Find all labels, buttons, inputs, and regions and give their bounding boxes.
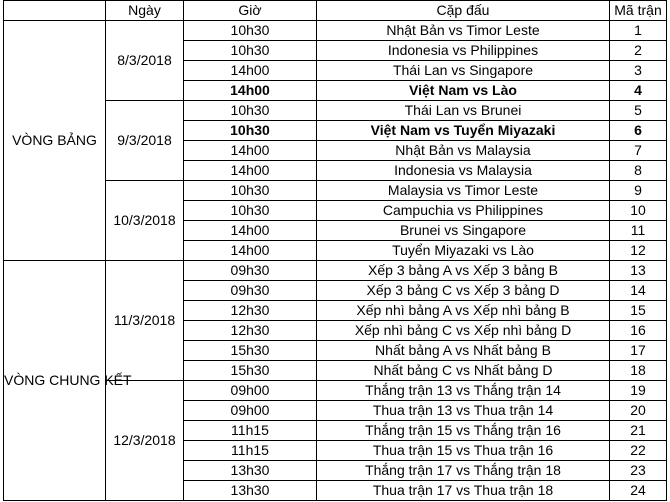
date-cell: 12/3/2018	[106, 381, 184, 501]
date-cell: 10/3/2018	[106, 181, 184, 261]
time-cell: 10h30	[184, 21, 317, 41]
match-number-cell: 4	[610, 81, 667, 101]
match-cell: Tuyển Miyazaki vs Lào	[317, 241, 610, 261]
match-number-cell: 24	[610, 481, 667, 501]
time-cell: 12h30	[184, 301, 317, 321]
match-schedule-table	[3, 0, 667, 501]
match-cell: Brunei vs Singapore	[317, 221, 610, 241]
match-cell: Việt Nam vs Tuyển Miyazaki	[317, 121, 610, 141]
match-number-cell: 1	[610, 21, 667, 41]
match-number-cell: 22	[610, 441, 667, 461]
time-cell: 12h30	[184, 321, 317, 341]
time-cell: 09h00	[184, 381, 317, 401]
table-row	[4, 261, 667, 281]
match-number-cell: 13	[610, 261, 667, 281]
match-number-cell: 3	[610, 61, 667, 81]
match-number-cell: 23	[610, 461, 667, 481]
match-number-cell: 18	[610, 361, 667, 381]
header-stage	[4, 1, 106, 21]
match-cell: Malaysia vs Timor Leste	[317, 181, 610, 201]
match-cell: Thái Lan vs Brunei	[317, 101, 610, 121]
match-cell: Xếp 3 bảng A vs Xếp 3 bảng B	[317, 261, 610, 281]
schedule-body	[4, 21, 667, 501]
match-number-cell: 12	[610, 241, 667, 261]
time-cell: 10h30	[184, 181, 317, 201]
date-cell: 11/3/2018	[106, 261, 184, 381]
match-cell: Nhất bảng C vs Nhất bảng D	[317, 361, 610, 381]
match-number-cell: 11	[610, 221, 667, 241]
time-cell: 14h00	[184, 221, 317, 241]
match-number-cell: 8	[610, 161, 667, 181]
match-cell: Xếp nhì bảng A vs Xếp nhì bảng B	[317, 301, 610, 321]
match-cell: Thua trận 15 vs Thua trận 16	[317, 441, 610, 461]
header-match: Cặp đấu	[317, 1, 610, 21]
match-cell: Thua trận 17 vs Thua trận 18	[317, 481, 610, 501]
time-cell: 14h00	[184, 141, 317, 161]
match-number-cell: 5	[610, 101, 667, 121]
match-number-cell: 17	[610, 341, 667, 361]
time-cell: 13h30	[184, 461, 317, 481]
time-cell: 10h30	[184, 41, 317, 61]
header-date: Ngày	[106, 1, 184, 21]
time-cell: 14h00	[184, 241, 317, 261]
time-cell: 15h30	[184, 361, 317, 381]
match-cell: Nhất bảng A vs Nhất bảng B	[317, 341, 610, 361]
stage-cell: VÒNG BẢNG	[4, 21, 106, 261]
match-number-cell: 19	[610, 381, 667, 401]
match-cell: Thắng trận 15 vs Thắng trận 16	[317, 421, 610, 441]
match-number-cell: 2	[610, 41, 667, 61]
match-number-cell: 14	[610, 281, 667, 301]
match-cell: Việt Nam vs Lào	[317, 81, 610, 101]
match-number-cell: 9	[610, 181, 667, 201]
header-number: Mã trận	[610, 1, 667, 21]
match-cell: Xếp 3 bảng C vs Xếp 3 bảng D	[317, 281, 610, 301]
header-row	[4, 1, 667, 21]
match-cell: Nhật Bản vs Timor Leste	[317, 21, 610, 41]
match-cell: Thắng trận 17 vs Thắng trận 18	[317, 461, 610, 481]
match-cell: Campuchia vs Philippines	[317, 201, 610, 221]
match-number-cell: 16	[610, 321, 667, 341]
match-number-cell: 20	[610, 401, 667, 421]
time-cell: 10h30	[184, 121, 317, 141]
time-cell: 09h00	[184, 401, 317, 421]
time-cell: 13h30	[184, 481, 317, 501]
header-time: Giờ	[184, 1, 317, 21]
date-cell: 8/3/2018	[106, 21, 184, 101]
match-number-cell: 7	[610, 141, 667, 161]
match-number-cell: 6	[610, 121, 667, 141]
date-cell: 9/3/2018	[106, 101, 184, 181]
time-cell: 10h30	[184, 101, 317, 121]
time-cell: 11h15	[184, 421, 317, 441]
match-number-cell: 15	[610, 301, 667, 321]
time-cell: 11h15	[184, 441, 317, 461]
time-cell: 14h00	[184, 61, 317, 81]
match-cell: Thắng trận 13 vs Thắng trận 14	[317, 381, 610, 401]
table-row	[4, 21, 667, 41]
time-cell: 09h30	[184, 281, 317, 301]
match-cell: Thua trận 13 vs Thua trận 14	[317, 401, 610, 421]
time-cell: 14h00	[184, 81, 317, 101]
time-cell: 15h30	[184, 341, 317, 361]
match-number-cell: 21	[610, 421, 667, 441]
match-cell: Thái Lan vs Singapore	[317, 61, 610, 81]
match-cell: Xếp nhì bảng C vs Xếp nhì bảng D	[317, 321, 610, 341]
match-number-cell: 10	[610, 201, 667, 221]
match-cell: Indonesia vs Malaysia	[317, 161, 610, 181]
time-cell: 09h30	[184, 261, 317, 281]
match-cell: Nhật Bản vs Malaysia	[317, 141, 610, 161]
time-cell: 10h30	[184, 201, 317, 221]
time-cell: 14h00	[184, 161, 317, 181]
match-cell: Indonesia vs Philippines	[317, 41, 610, 61]
stage-cell: VÒNG CHUNG KẾT	[4, 261, 106, 501]
